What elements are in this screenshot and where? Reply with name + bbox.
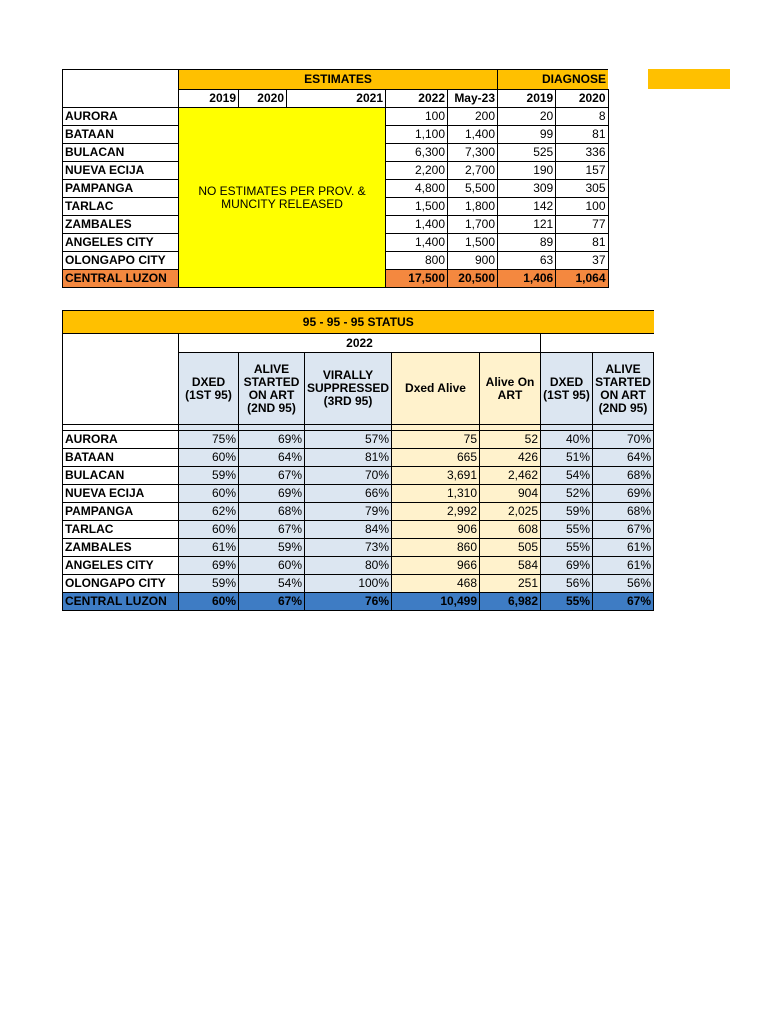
virally-suppressed-pct: 57%	[305, 431, 392, 449]
alive-on-art-pct: 54%	[239, 575, 305, 593]
province-name: AURORA	[63, 431, 179, 449]
province-name: NUEVA ECIJA	[63, 485, 179, 503]
year-2021: 2021	[287, 90, 386, 108]
alive-on-art-pct: 68%	[239, 503, 305, 521]
province-name: TARLAC	[63, 521, 179, 539]
alive-on-art-pct: 60%	[239, 557, 305, 575]
province-name: TARLAC	[63, 198, 179, 216]
alive-on-art-pct-2: 67%	[593, 521, 654, 539]
dxed-pct: 61%	[179, 539, 239, 557]
alive-on-art-count: 2,462	[480, 467, 541, 485]
alive-on-art-pct-2: 68%	[593, 503, 654, 521]
virally-suppressed-pct: 80%	[305, 557, 392, 575]
diagnosed-2019: 190	[498, 162, 556, 180]
dxed-pct: 75%	[179, 431, 239, 449]
year-header-row	[63, 90, 609, 108]
total-diagnosed-2019: 1,406	[498, 270, 556, 288]
status-title: 95 - 95 - 95 STATUS	[63, 311, 654, 334]
alive-on-art-pct: 67%	[239, 521, 305, 539]
diagnosed-header: DIAGNOSE	[498, 70, 609, 90]
province-name: ANGELES CITY	[63, 234, 179, 252]
virally-suppressed-pct: 76%	[305, 593, 392, 611]
table-row	[63, 557, 654, 575]
virally-suppressed-pct: 73%	[305, 539, 392, 557]
dxed-pct: 62%	[179, 503, 239, 521]
virally-suppressed-pct: 70%	[305, 467, 392, 485]
alive-on-art-count: 6,982	[480, 593, 541, 611]
alive-on-art-count: 584	[480, 557, 541, 575]
dxed-alive-count: 966	[392, 557, 480, 575]
estimates-table	[62, 69, 609, 288]
diagnosed-2020: 81	[556, 234, 608, 252]
diagnosed-2020: 37	[556, 252, 608, 270]
total-estimate-2022: 17,500	[386, 270, 448, 288]
status-year-row	[63, 334, 654, 353]
dxed-alive-count: 665	[392, 449, 480, 467]
dxed-pct: 60%	[179, 593, 239, 611]
col-dxed: DXED (1ST 95)	[179, 353, 239, 425]
diagnosed-2020: 100	[556, 198, 608, 216]
province-name: BATAAN	[63, 126, 179, 144]
table-row	[63, 431, 654, 449]
estimate-may23: 5,500	[448, 180, 498, 198]
diagnosed-2019: 63	[498, 252, 556, 270]
province-name: OLONGAPO CITY	[63, 252, 179, 270]
estimate-2022: 1,500	[386, 198, 448, 216]
diagnosed-2019: 89	[498, 234, 556, 252]
table-row	[63, 108, 609, 126]
dxed-pct-2: 59%	[541, 503, 593, 521]
table-row	[63, 539, 654, 557]
estimate-2022: 6,300	[386, 144, 448, 162]
corner-cell	[63, 70, 179, 90]
year-may23: May-23	[448, 90, 498, 108]
virally-suppressed-pct: 81%	[305, 449, 392, 467]
province-name: ZAMBALES	[63, 216, 179, 234]
col-alive-started: ALIVE STARTED ON ART (2ND 95)	[239, 353, 305, 425]
estimate-2022: 4,800	[386, 180, 448, 198]
dxed-pct-2: 40%	[541, 431, 593, 449]
col-virally-suppressed: VIRALLY SUPPRESSED (3RD 95)	[305, 353, 392, 425]
dxed-pct-2: 56%	[541, 575, 593, 593]
alive-on-art-pct: 59%	[239, 539, 305, 557]
estimate-2022: 800	[386, 252, 448, 270]
diagnosed-2019: 525	[498, 144, 556, 162]
province-name: OLONGAPO CITY	[63, 575, 179, 593]
estimate-2022: 1,400	[386, 234, 448, 252]
dxed-pct-2: 54%	[541, 467, 593, 485]
no-estimates-note: NO ESTIMATES PER PROV. & MUNCITY RELEASED	[179, 108, 386, 288]
alive-on-art-pct-2: 61%	[593, 539, 654, 557]
dxed-pct-2: 55%	[541, 521, 593, 539]
diagnosed-2020: 305	[556, 180, 608, 198]
dxed-alive-count: 906	[392, 521, 480, 539]
col-dxed-2: DXED (1ST 95)	[541, 353, 593, 425]
diagnosed-2020: 336	[556, 144, 608, 162]
province-name: BATAAN	[63, 449, 179, 467]
table-row	[63, 449, 654, 467]
total-row	[63, 593, 654, 611]
dxed-pct: 60%	[179, 485, 239, 503]
dxed-pct: 69%	[179, 557, 239, 575]
year-2022: 2022	[386, 90, 448, 108]
alive-on-art-count: 251	[480, 575, 541, 593]
col-dxed-alive: Dxed Alive	[392, 353, 480, 425]
virally-suppressed-pct: 79%	[305, 503, 392, 521]
diag-year-2020: 2020	[556, 90, 608, 108]
alive-on-art-pct-2: 68%	[593, 467, 654, 485]
alive-on-art-pct-2: 61%	[593, 557, 654, 575]
province-name: BULACAN	[63, 467, 179, 485]
dxed-alive-count: 2,992	[392, 503, 480, 521]
status-year: 2022	[179, 334, 541, 353]
diagnosed-2019: 20	[498, 108, 556, 126]
estimate-2022: 1,400	[386, 216, 448, 234]
alive-on-art-pct: 67%	[239, 467, 305, 485]
estimate-may23: 1,800	[448, 198, 498, 216]
alive-on-art-pct-2: 64%	[593, 449, 654, 467]
virally-suppressed-pct: 84%	[305, 521, 392, 539]
dxed-alive-count: 75	[392, 431, 480, 449]
estimate-may23: 7,300	[448, 144, 498, 162]
diagnosed-2019: 121	[498, 216, 556, 234]
diagnosed-2019: 99	[498, 126, 556, 144]
total-estimate-may23: 20,500	[448, 270, 498, 288]
dxed-alive-count: 3,691	[392, 467, 480, 485]
estimates-body	[63, 108, 609, 288]
diagnosed-2020: 81	[556, 126, 608, 144]
province-name: AURORA	[63, 108, 179, 126]
diagnosed-2020: 157	[556, 162, 608, 180]
province-name: BULACAN	[63, 144, 179, 162]
diagnosed-2019: 309	[498, 180, 556, 198]
estimate-may23: 1,500	[448, 234, 498, 252]
alive-on-art-pct-2: 67%	[593, 593, 654, 611]
dxed-alive-count: 468	[392, 575, 480, 593]
estimates-group-header-row	[63, 70, 609, 90]
table-row	[63, 521, 654, 539]
estimate-2022: 2,200	[386, 162, 448, 180]
dxed-pct: 60%	[179, 449, 239, 467]
dxed-alive-count: 860	[392, 539, 480, 557]
diagnosed-header-band	[648, 69, 730, 89]
table-row	[63, 503, 654, 521]
total-name: CENTRAL LUZON	[63, 593, 179, 611]
year-2019: 2019	[179, 90, 239, 108]
diagnosed-2020: 8	[556, 108, 608, 126]
status-table	[62, 310, 654, 611]
status-col-header-row	[63, 353, 654, 425]
status-title-row	[63, 311, 654, 334]
alive-on-art-count: 52	[480, 431, 541, 449]
dxed-pct: 59%	[179, 467, 239, 485]
estimates-header: ESTIMATES	[179, 70, 498, 90]
total-name: CENTRAL LUZON	[63, 270, 179, 288]
alive-on-art-count: 505	[480, 539, 541, 557]
province-name: NUEVA ECIJA	[63, 162, 179, 180]
total-diagnosed-2020: 1,064	[556, 270, 608, 288]
estimate-may23: 2,700	[448, 162, 498, 180]
alive-on-art-pct: 64%	[239, 449, 305, 467]
dxed-pct: 60%	[179, 521, 239, 539]
alive-on-art-pct: 69%	[239, 431, 305, 449]
dxed-pct-2: 69%	[541, 557, 593, 575]
alive-on-art-pct: 67%	[239, 593, 305, 611]
alive-on-art-pct-2: 56%	[593, 575, 654, 593]
alive-on-art-count: 904	[480, 485, 541, 503]
estimate-may23: 1,400	[448, 126, 498, 144]
province-name: PAMPANGA	[63, 180, 179, 198]
alive-on-art-pct-2: 69%	[593, 485, 654, 503]
table-row	[63, 485, 654, 503]
dxed-pct-2: 52%	[541, 485, 593, 503]
alive-on-art-pct: 69%	[239, 485, 305, 503]
province-name: ZAMBALES	[63, 539, 179, 557]
estimate-may23: 900	[448, 252, 498, 270]
alive-on-art-pct-2: 70%	[593, 431, 654, 449]
dxed-pct: 59%	[179, 575, 239, 593]
alive-on-art-count: 426	[480, 449, 541, 467]
estimate-may23: 200	[448, 108, 498, 126]
virally-suppressed-pct: 100%	[305, 575, 392, 593]
year-2020: 2020	[239, 90, 287, 108]
dxed-pct-2: 55%	[541, 593, 593, 611]
dxed-alive-count: 1,310	[392, 485, 480, 503]
alive-on-art-count: 608	[480, 521, 541, 539]
diagnosed-2019: 142	[498, 198, 556, 216]
dxed-alive-count: 10,499	[392, 593, 480, 611]
province-name: ANGELES CITY	[63, 557, 179, 575]
province-name: PAMPANGA	[63, 503, 179, 521]
dxed-pct-2: 55%	[541, 539, 593, 557]
col-alive-started-2: ALIVE STARTED ON ART (2ND 95)	[593, 353, 654, 425]
estimate-may23: 1,700	[448, 216, 498, 234]
status-body	[63, 431, 654, 611]
estimate-2022: 100	[386, 108, 448, 126]
dxed-pct-2: 51%	[541, 449, 593, 467]
estimate-2022: 1,100	[386, 126, 448, 144]
diagnosed-2020: 77	[556, 216, 608, 234]
alive-on-art-count: 2,025	[480, 503, 541, 521]
col-alive-on-art: Alive On ART	[480, 353, 541, 425]
diag-year-2019: 2019	[498, 90, 556, 108]
virally-suppressed-pct: 66%	[305, 485, 392, 503]
table-row	[63, 467, 654, 485]
table-row	[63, 575, 654, 593]
